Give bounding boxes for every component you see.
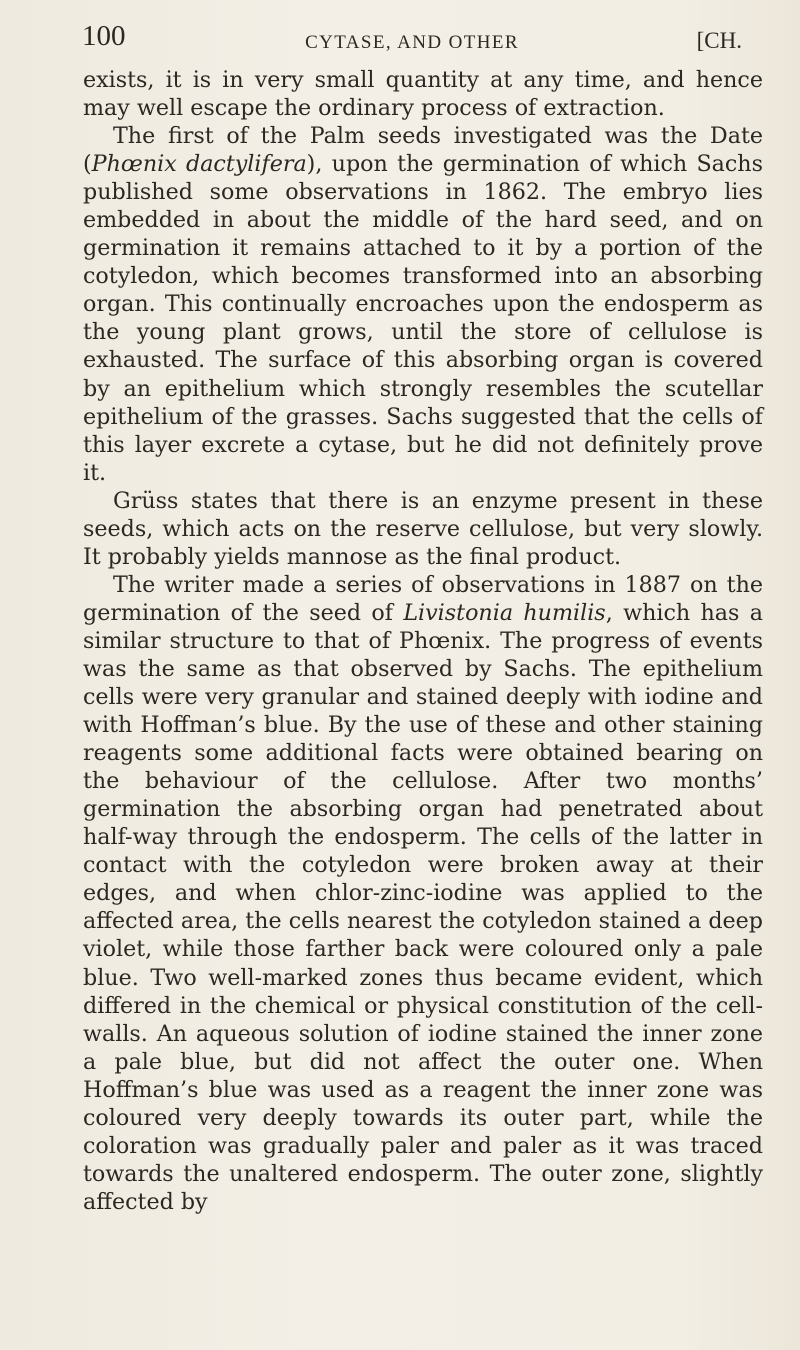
paragraph-2 bbox=[83, 122, 763, 487]
page-header bbox=[82, 20, 742, 60]
text-segment: ), upon the germination of which Sachs published some observations in 1862. The embryo lies embedded in about the middle of the hard seed, and on germination it remains attached to it by a portion of the cotyledon, which becomes transformed into an absorbing organ. This continually encroaches upon the endosperm as the young plant grows, until the store of cellulose is exhausted. The surface of this absorbing organ is covered by an epithelium which strongly resembles the scutellar epithelium of the grasses. Sachs suggested that the cells of this layer excrete a cytase, but he did not definitely prove it. bbox=[83, 151, 763, 486]
text-segment: exists, it is in very small quantity at any time, and hence may well escape the ordinary process of extraction. bbox=[83, 67, 763, 122]
running-title: CYTASE, AND OTHER bbox=[305, 32, 519, 53]
text-segment: Grüss states that there is an enzyme present in these seeds, which acts on the reserve cellulose, but very slowly. It probably yields mannose as the final product. bbox=[83, 487, 763, 570]
species-name-phoenix: Phœnix dactylifera bbox=[91, 151, 307, 178]
page-number: 100 bbox=[82, 20, 126, 52]
paragraph-3 bbox=[83, 487, 763, 571]
text-segment: , which has a similar structure to that of Phœnix. The progress of events was the same as that observed by Sachs. The epithelium cells were very granular and stained deeply with iodine and with Hoffman’s blue. By the use of these and other staining reagents some additional facts were obtained bearing on the behaviour of the cellulose. After two months’ germination the absorbing organ had penetrated about half-way through the endosperm. The cells of the latter in contact with the cotyledon were broken away at their edges, and when chlor-zinc-iodine was applied to the affected area, the cells nearest the cotyledon stained a deep violet, while those farther back were coloured only a pale blue. Two well-marked zones thus became evident, which differed in the chemical or physical constitution of the cell-walls. An aqueous solution of iodine stained the inner zone a pale blue, but did not affect the outer one. When Hoffman’s blue was used as a reagent the inner zone was coloured very deeply towards its outer part, while the coloration was gradually paler and paler as it was traced towards the unaltered endosperm. The outer zone, slightly affected by bbox=[83, 599, 763, 1215]
paragraph-4 bbox=[83, 571, 763, 1216]
species-name-livistonia: Livistonia humilis bbox=[403, 599, 606, 626]
chapter-mark: [CH. bbox=[696, 28, 742, 53]
text-segment: The first of the Palm seeds investigated was the Date ( bbox=[83, 123, 763, 178]
text-segment: The writer made a series of observations in 1887 on the germination of the seed of bbox=[83, 571, 763, 626]
body-text bbox=[83, 66, 763, 1216]
paragraph-1 bbox=[83, 66, 763, 122]
